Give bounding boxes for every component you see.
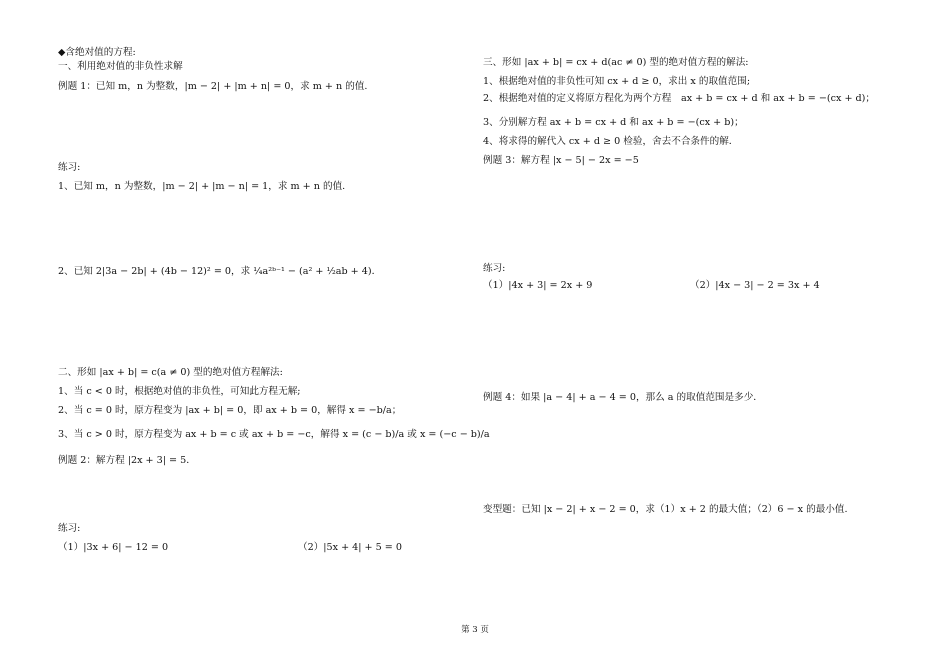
subsection-heading-2: 二、形如 |ax + b| = c(a ≠ 0) 型的绝对值方程解法: — [58, 367, 283, 378]
subsection-heading-3: 三、形如 |ax + b| = cx + d(ac ≠ 0) 型的绝对值方程的解法: — [483, 57, 749, 68]
section-heading: ◆含绝对值的方程: — [58, 47, 136, 58]
exercise-left-2: （2）|5x + 4| + 5 = 0 — [298, 542, 402, 553]
right-rule-1: 1、根据绝对值的非负性可知 cx + d ≥ 0，求出 x 的取值范围; — [483, 76, 751, 87]
page-number: 第 3 页 — [461, 625, 489, 635]
example-2: 例题 2：解方程 |2x + 3| = 5． — [58, 455, 196, 466]
rule-3: 3、当 c > 0 时，原方程变为 ax + b = c 或 ax + b = −c，解得 x = (c − b)/a 或 x = (−c − b)/a — [58, 429, 490, 440]
exercise-left-1: （1）|3x + 6| − 12 = 0 — [58, 542, 169, 553]
rule-1: 1、当 c < 0 时，根据绝对值的非负性，可知此方程无解; — [58, 386, 301, 397]
right-rule-4: 4、将求得的解代入 cx + d ≥ 0 检验，舍去不合条件的解． — [483, 136, 739, 147]
practice-label-1: 练习: — [58, 162, 81, 173]
right-rule-3: 3、分别解方程 ax + b = cx + d 和 ax + b = −(cx + b)； — [483, 117, 744, 128]
practice-label-3: 练习: — [483, 263, 506, 274]
right-rule-2: 2、根据绝对值的定义将原方程化为两个方程 ax + b = cx + d 和 ax + b = −(cx + d)； — [483, 93, 876, 104]
example-4: 例题 4：如果 |a − 4| + a − 4 = 0，那么 a 的取值范围是多少． — [483, 392, 763, 403]
subsection-heading-1: 一、利用绝对值的非负性求解 — [58, 61, 183, 72]
practice-label-2: 练习: — [58, 523, 81, 534]
example-1: 例题 1：已知 m，n 为整数，|m − 2| + |m + n| = 0，求 m + n 的值. — [58, 81, 368, 92]
example-3: 例题 3：解方程 |x − 5| − 2x = −5 — [483, 155, 639, 166]
practice-1: 1、已知 m，n 为整数，|m − 2| + |m − n| = 1，求 m + n 的值. — [58, 181, 346, 192]
practice-2: 2、已知 2|3a − 2b| + (4b − 12)² = 0，求 ¼a²ᵇ⁻¹ − (a² + ½ab + 4)． — [58, 266, 382, 277]
exercise-right-1: （1）|4x + 3| = 2x + 9 — [483, 280, 593, 291]
exercise-right-2: （2）|4x − 3| − 2 = 3x + 4 — [690, 280, 820, 291]
rule-2: 2、当 c = 0 时，原方程变为 |ax + b| = 0，即 ax + b = 0，解得 x = −b/a； — [58, 405, 402, 416]
variant-problem: 变型题：已知 |x − 2| + x − 2 = 0，求（1）x + 2 的最大值；（2）6 − x 的最小值. — [483, 504, 848, 515]
